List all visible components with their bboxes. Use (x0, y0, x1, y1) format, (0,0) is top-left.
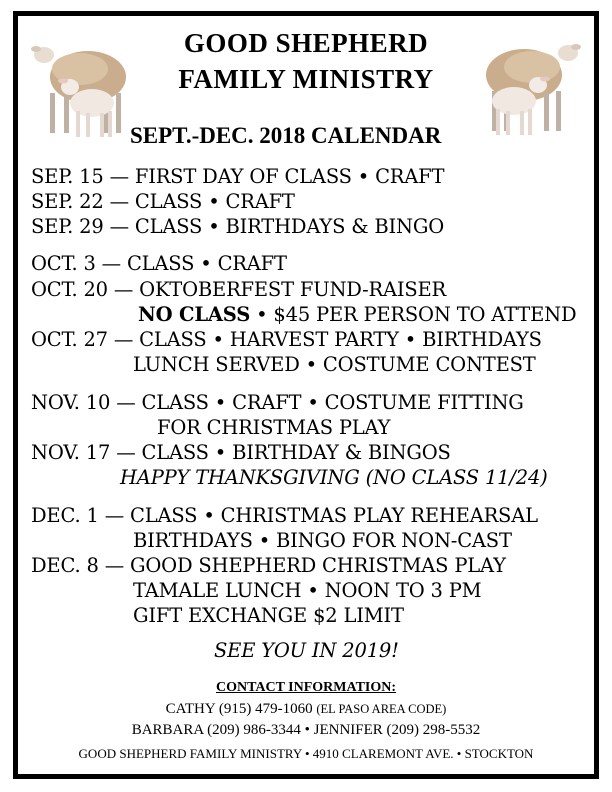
event-sep-15: SEP. 15 — FIRST DAY OF CLASS • CRAFT (31, 165, 445, 188)
event-dec-1-detail: BIRTHDAYS • BINGO FOR NON-CAST (133, 529, 512, 552)
calendar-subtitle: SEPT.-DEC. 2018 CALENDAR (130, 123, 442, 148)
contact-heading: CONTACT INFORMATION: (215, 680, 397, 695)
cathy-phone: CATHY (915) 479-1060 (165, 701, 317, 717)
contact-barbara-jennifer: BARBARA (209) 986-3344 • JENNIFER (209) 298-5532 (131, 722, 481, 738)
contact-cathy (0, 701, 612, 718)
event-sep-29: SEP. 29 — CLASS • BIRTHDAYS & BINGO (31, 215, 445, 238)
event-oct-20-detail (138, 303, 576, 326)
event-oct-27-detail: LUNCH SERVED • COSTUME CONTEST (133, 353, 536, 376)
cathy-area-note: (EL PASO AREA CODE) (316, 702, 447, 716)
title-line-2: FAMILY MINISTRY (178, 64, 434, 94)
title-line-1: GOOD SHEPHERD (183, 28, 429, 58)
thanksgiving-note: HAPPY THANKSGIVING (NO CLASS 11/24) (120, 466, 548, 489)
event-oct-3: OCT. 3 — CLASS • CRAFT (31, 252, 287, 275)
event-sep-22: SEP. 22 — CLASS • CRAFT (31, 190, 295, 213)
event-nov-10: NOV. 10 — CLASS • CRAFT • COSTUME FITTING (31, 391, 524, 414)
event-dec-8-detail-2: GIFT EXCHANGE $2 LIMIT (133, 604, 404, 627)
event-oct-27: OCT. 27 — CLASS • HARVEST PARTY • BIRTHDAYS (31, 328, 542, 351)
closing-message: SEE YOU IN 2019! (214, 639, 399, 662)
fundraiser-price: • $45 PER PERSON TO ATTEND (250, 303, 577, 326)
no-class-label: NO CLASS (138, 303, 251, 326)
event-oct-20: OCT. 20 — OKTOBERFEST FUND-RAISER (31, 278, 447, 301)
event-dec-8-detail-1: TAMALE LUNCH • NOON TO 3 PM (133, 579, 482, 602)
event-nov-17: NOV. 17 — CLASS • BIRTHDAY & BINGOS (31, 441, 451, 464)
ministry-address: GOOD SHEPHERD FAMILY MINISTRY • 4910 CLAREMONT AVE. • STOCKTON (78, 746, 534, 761)
event-dec-1: DEC. 1 — CLASS • CHRISTMAS PLAY REHEARSAL (31, 504, 538, 527)
event-dec-8: DEC. 8 — GOOD SHEPHERD CHRISTMAS PLAY (31, 554, 506, 577)
event-nov-10-detail: FOR CHRISTMAS PLAY (157, 416, 391, 439)
